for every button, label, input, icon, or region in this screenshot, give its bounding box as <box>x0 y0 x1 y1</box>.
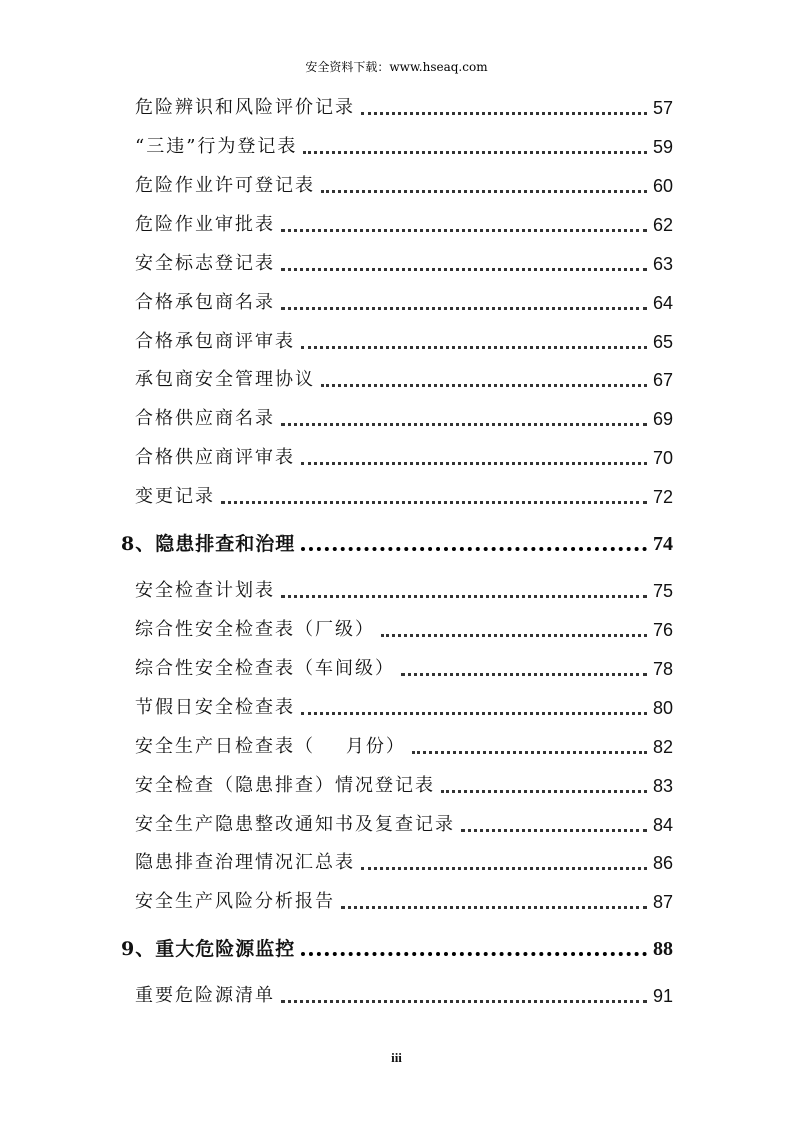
toc-entry-title: 合格承包商名录 <box>135 292 275 313</box>
toc-leader-dots <box>281 1000 647 1003</box>
toc-leader-dots <box>281 229 647 232</box>
toc-leader-dots <box>281 595 647 598</box>
toc-entry-page: 70 <box>652 448 673 468</box>
toc-entry[interactable] <box>135 366 673 392</box>
toc-section-page: 74 <box>653 533 673 555</box>
toc-leader-dots <box>301 346 647 349</box>
toc-leader-dots <box>303 151 647 154</box>
toc-entry[interactable] <box>135 483 673 509</box>
toc-entry[interactable] <box>135 982 673 1008</box>
toc-entry-page: 57 <box>652 98 673 118</box>
toc-entry-title: 危险作业审批表 <box>135 214 275 235</box>
toc-leader-dots <box>281 268 647 271</box>
toc-entry[interactable] <box>135 211 673 237</box>
toc-leader-dots <box>412 751 647 754</box>
toc-entry[interactable] <box>135 405 673 431</box>
toc-entry-title: 安全检查（隐患排查）情况登记表 <box>135 775 435 796</box>
toc-section-page: 88 <box>653 938 673 960</box>
toc-leader-dots <box>301 462 647 465</box>
toc-entry-title: 安全生产隐患整改通知书及复查记录 <box>135 814 455 835</box>
toc-entry-title: 重要危险源清单 <box>135 985 275 1006</box>
toc-entry-title: 危险辨识和风险评价记录 <box>135 97 355 118</box>
toc-leader-dots <box>461 829 647 832</box>
toc-entry[interactable] <box>135 616 673 642</box>
toc-entry-title: 隐患排查治理情况汇总表 <box>135 852 355 873</box>
toc-entry-title: 安全标志登记表 <box>135 253 275 274</box>
toc-entry-title: 安全生产日检查表（ 月份） <box>135 736 406 757</box>
toc-entry[interactable] <box>135 577 673 603</box>
toc-leader-dots <box>381 634 647 637</box>
toc-section-entry[interactable] <box>121 530 673 556</box>
toc-entry-title: 合格供应商名录 <box>135 408 275 429</box>
toc-entry-page: 63 <box>652 254 673 274</box>
toc-leader-dots <box>221 501 647 504</box>
toc-section-title: 8、隐患排查和治理 <box>121 533 296 555</box>
toc-leader-dots <box>301 547 647 551</box>
toc-entry[interactable] <box>135 444 673 470</box>
toc-entry-page: 83 <box>652 776 673 796</box>
toc-entry-page: 59 <box>652 137 673 157</box>
toc-leader-dots <box>301 712 647 715</box>
toc-entry-page: 69 <box>652 409 673 429</box>
toc-entry-page: 64 <box>652 293 673 313</box>
toc-entry-page: 91 <box>652 986 673 1006</box>
toc-entry[interactable] <box>135 811 673 837</box>
toc-leader-dots <box>281 307 647 310</box>
toc-entry[interactable] <box>135 655 673 681</box>
toc-entry[interactable] <box>135 328 673 354</box>
toc-entry[interactable] <box>135 772 673 798</box>
toc-entry-page: 78 <box>652 659 673 679</box>
toc-entry-title: 承包商安全管理协议 <box>135 369 315 390</box>
toc-entry-page: 60 <box>652 176 673 196</box>
toc-entry-title: 安全检查计划表 <box>135 580 275 601</box>
toc-entry-title: 危险作业许可登记表 <box>135 175 315 196</box>
toc-entry-title: 合格承包商评审表 <box>135 331 295 352</box>
toc-entry[interactable] <box>135 94 673 120</box>
toc-leader-dots <box>401 673 647 676</box>
toc-section-title: 9、重大危险源监控 <box>121 938 296 960</box>
toc-leader-dots <box>321 384 647 387</box>
toc-entry-page: 84 <box>652 815 673 835</box>
toc-entry[interactable] <box>135 250 673 276</box>
toc-entry[interactable] <box>135 888 673 914</box>
toc-leader-dots <box>361 867 647 870</box>
toc-entry-title: 安全生产风险分析报告 <box>135 891 335 912</box>
toc-entry[interactable] <box>135 849 673 875</box>
toc-entry-page: 65 <box>652 332 673 352</box>
toc-leader-dots <box>321 190 647 193</box>
toc-entry-title: 综合性安全检查表（厂级） <box>135 619 375 640</box>
page-header: 安全资料下载：www.hseaq.com <box>305 60 488 74</box>
toc-entry-page: 72 <box>652 487 673 507</box>
toc-entry-page: 86 <box>652 853 673 873</box>
toc-entry[interactable] <box>135 133 673 159</box>
toc-leader-dots <box>281 423 647 426</box>
toc-entry-page: 87 <box>652 892 673 912</box>
toc-entry-page: 62 <box>652 215 673 235</box>
toc-entry-page: 75 <box>652 581 673 601</box>
toc-entry-title: 合格供应商评审表 <box>135 447 295 468</box>
toc-entry-page: 80 <box>652 698 673 718</box>
toc-section-entry[interactable] <box>121 935 673 961</box>
toc-leader-dots <box>301 952 647 956</box>
toc-leader-dots <box>341 906 647 909</box>
toc-entry-page: 67 <box>652 370 673 390</box>
toc-entry[interactable] <box>135 172 673 198</box>
toc-entry-title: “三违”行为登记表 <box>135 136 298 157</box>
page-number: iii <box>391 1050 402 1065</box>
toc-entry[interactable] <box>135 289 673 315</box>
toc-entry[interactable] <box>135 694 673 720</box>
toc-entry-title: 变更记录 <box>135 486 215 507</box>
toc-leader-dots <box>441 790 647 793</box>
toc-entry-page: 82 <box>652 737 673 757</box>
toc-entry-title: 节假日安全检查表 <box>135 697 295 718</box>
toc-leader-dots <box>361 112 647 115</box>
toc-entry-title: 综合性安全检查表（车间级） <box>135 658 395 679</box>
toc-entry[interactable] <box>135 733 673 759</box>
toc-entry-page: 76 <box>652 620 673 640</box>
